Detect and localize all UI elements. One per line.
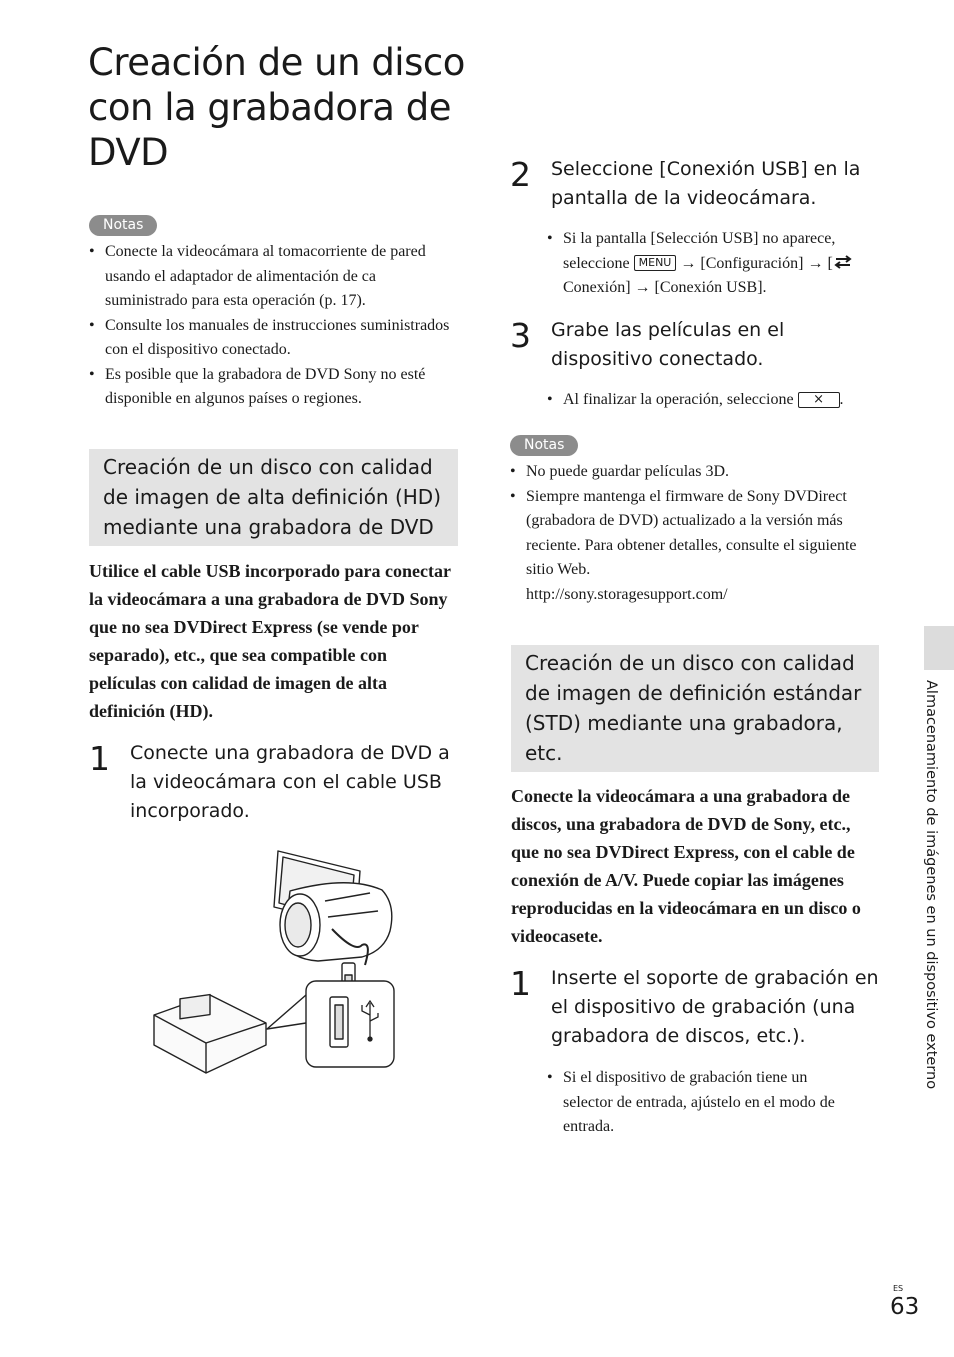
menu-path-conexion: Conexión]: [563, 279, 631, 296]
step-bullet: • Si el dispositivo de grabación tiene un selector de entrada, ajústelo en el modo de entrada.: [547, 1066, 857, 1140]
side-section-label: Almacenamiento de imágenes en un dispositivo externo: [923, 680, 939, 1090]
step-3: [510, 316, 880, 374]
notes-block-left: [89, 215, 459, 412]
step-1-std: [510, 964, 882, 1051]
step-number: 3: [510, 316, 531, 355]
connection-icon: [833, 254, 853, 270]
step-2: [510, 155, 880, 213]
step-number: 1: [89, 739, 110, 778]
step-1-hd: [89, 739, 461, 826]
support-url: http://sony.storagesupport.com/: [526, 585, 728, 603]
step-text: Grabe las películas en el dispositivo conectado.: [551, 319, 785, 370]
step-2-bullets: [547, 227, 877, 301]
section-heading-std: Creación de un disco con calidad de imagen de definición estándar (STD) mediante una grabadora, etc.: [511, 645, 879, 772]
notes-list: [510, 460, 870, 607]
step-2-bullet: [547, 227, 877, 301]
intro-paragraph-std: Conecte la videocámara a una grabadora de discos, una grabadora de DVD de Sony, etc., que no sea DVDirect Express, con el cable de conexión de A/V. Puede copiar las imágenes reproducidas en la videocámara en un disco o videocasete.: [511, 786, 861, 946]
arrow-icon: →: [634, 279, 651, 296]
intro-paragraph-hd: Utilice el cable USB incorporado para conectar la videocámara a una grabadora de DVD Sony que no sea DVDirect Express (se vende por separado), etc., que sea compatible con películas con calidad de imagen de alta definición (HD).: [89, 561, 451, 721]
bullet-end: .: [839, 391, 844, 408]
step-3-bullets: [547, 388, 887, 413]
connection-illustration: [150, 845, 400, 1075]
note-item: • Consulte los manuales de instrucciones suministrados con el dispositivo conectado.: [89, 314, 459, 363]
notes-block-right: [510, 435, 870, 607]
arrow-icon: →: [680, 254, 697, 272]
side-tab-marker: [924, 626, 954, 670]
close-icon: ×: [798, 392, 840, 408]
arrow-icon: →: [807, 254, 824, 272]
page-title: Creación de un disco con la grabadora de DVD: [88, 41, 465, 174]
menu-path-conexion-usb: [Conexión USB].: [654, 279, 767, 296]
step-3-bullet: [547, 388, 887, 413]
notes-list: [89, 240, 459, 412]
menu-path-open-bracket: [: [827, 254, 833, 272]
section-heading-hd: Creación de un disco con calidad de imagen de alta definición (HD) mediante una grabadora de DVD: [89, 449, 458, 546]
step-text: Seleccione [Conexión USB] en la pantalla de la videocámara.: [551, 158, 861, 209]
note-text: Siempre mantenga el firmware de Sony DVDirect (grabadora de DVD) actualizado a la versión más reciente. Para obtener detalles, consulte el siguiente sitio Web.: [526, 487, 857, 578]
step-text: Inserte el soporte de grabación en el dispositivo de grabación (una grabadora de discos, etc.).: [551, 967, 879, 1047]
step-number: 2: [510, 155, 531, 194]
notes-badge: Notas: [89, 215, 157, 236]
note-item: • Es posible que la grabadora de DVD Sony no esté disponible en algunos países o regiones.: [89, 363, 459, 412]
note-item: • Conecte la videocámara al tomacorriente de pared usando el adaptador de alimentación de ca suministrado para esta operación (p. 17).: [89, 240, 459, 314]
step-1-std-bullets: [547, 1066, 857, 1140]
step-text: Conecte una grabadora de DVD a la videocámara con el cable USB incorporado.: [130, 742, 450, 822]
page-number: 63: [890, 1294, 920, 1320]
notes-badge: Notas: [510, 435, 578, 456]
page-language: ES: [893, 1284, 904, 1293]
note-item: [510, 485, 870, 608]
note-item: • No puede guardar películas 3D.: [510, 460, 870, 485]
step-number: 1: [510, 964, 531, 1003]
menu-key: MENU: [634, 255, 677, 271]
menu-path-configuracion: [Configuración]: [700, 254, 804, 272]
bullet-text: Al finalizar la operación, seleccione: [563, 391, 794, 408]
bullet-text: Si la pantalla [Selección USB] no aparece, seleccione: [563, 230, 836, 272]
